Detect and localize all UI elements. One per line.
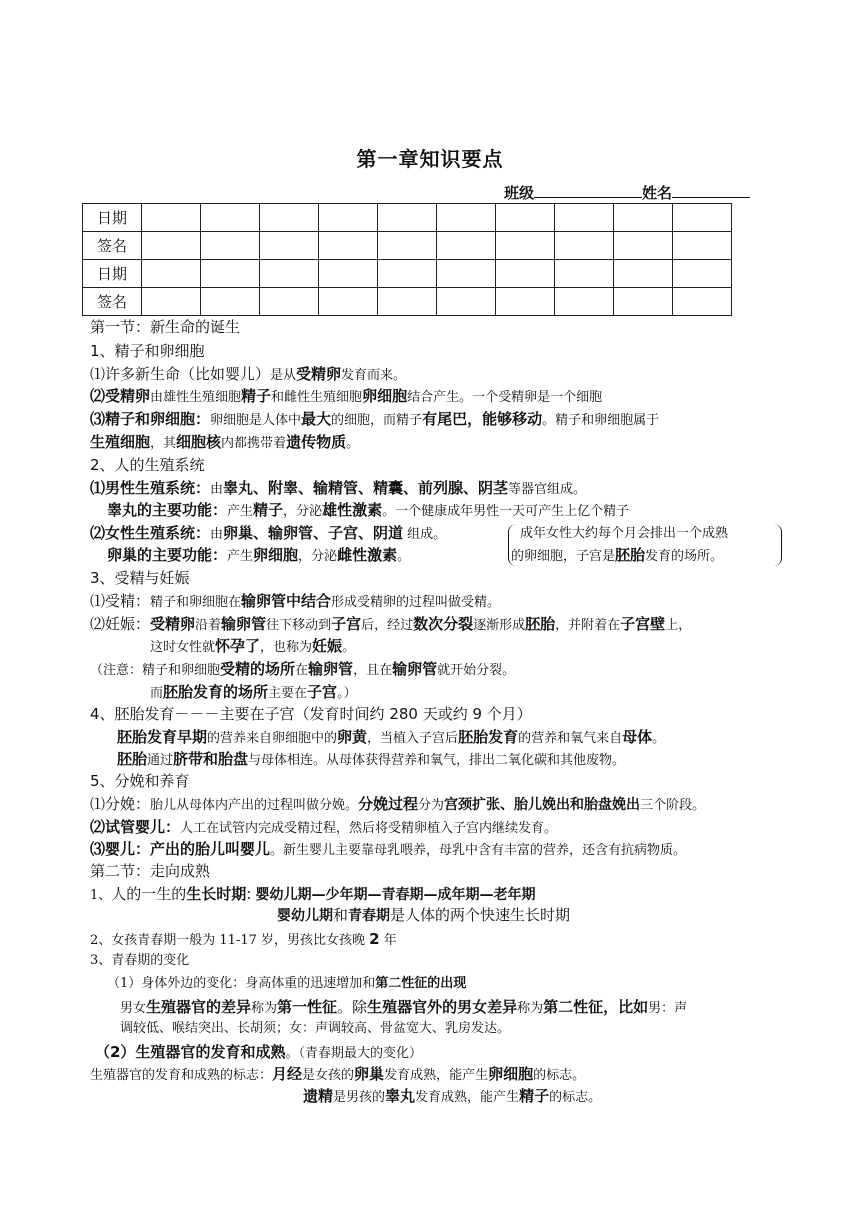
text-run: 子宫: [307, 683, 338, 701]
text-line: [277, 906, 570, 926]
table-cell[interactable]: [142, 232, 201, 260]
section-1-heading: 第一节：新生命的诞生: [90, 318, 241, 336]
side-note-line: [511, 546, 723, 566]
table-cell[interactable]: [555, 232, 614, 260]
text-run: ⑵试管婴儿：: [90, 818, 181, 836]
text-run: 发育成熟，能产生: [384, 1068, 489, 1083]
text-run: 的标志。: [533, 1068, 586, 1083]
text-line: [120, 1020, 510, 1038]
text-run: 有尾巴，能够移动: [422, 410, 543, 428]
table-cell[interactable]: [201, 288, 260, 316]
table-cell[interactable]: [673, 232, 732, 260]
table-cell[interactable]: [201, 260, 260, 288]
table-cell[interactable]: [555, 260, 614, 288]
table-cell[interactable]: [496, 204, 555, 232]
text-run: 组成。: [403, 527, 447, 542]
text-run: 生殖细胞: [90, 433, 151, 451]
row-label: 日期: [83, 204, 142, 232]
table-cell[interactable]: [260, 204, 319, 232]
text-run: 。精子和卵细胞属于: [542, 413, 660, 428]
text-run: 上，: [665, 618, 692, 633]
text-line: [150, 683, 357, 703]
text-run: 胎儿从母体内产出的过程叫做分娩。: [150, 798, 359, 813]
text-run: 。: [346, 436, 360, 451]
page-title: 第一章知识要点: [356, 147, 504, 171]
table-cell[interactable]: [437, 288, 496, 316]
table-cell[interactable]: [437, 204, 496, 232]
table-cell[interactable]: [555, 204, 614, 232]
text-run: 脐带和胎盘: [173, 750, 249, 768]
text-run: 2、女孩青春期一般为 11-17 岁，男孩比女孩晚: [90, 933, 370, 948]
text-line: [150, 637, 355, 657]
table-cell[interactable]: [142, 288, 201, 316]
text-run: :: [246, 885, 252, 903]
text-run: 睾丸的主要功能：: [107, 501, 228, 519]
section-heading: [90, 318, 240, 338]
text-line: [90, 479, 586, 499]
text-line: [90, 660, 515, 680]
table-cell[interactable]: [673, 260, 732, 288]
text-run: 母体: [622, 728, 653, 746]
text-run: 。（青春期最大的变化）: [285, 1046, 422, 1061]
text-run: 生长时期: [186, 885, 247, 903]
text-line: [303, 1087, 601, 1107]
text-run: 卵巢的主要功能：: [107, 546, 228, 564]
text-line: [120, 998, 687, 1018]
text-run: ，也称为: [260, 640, 313, 655]
text-run: 的营养和氧气来自: [518, 731, 623, 746]
text-run: 最大: [301, 410, 332, 428]
text-run: 卵细胞: [488, 1065, 534, 1083]
text-run: 受精卵: [150, 615, 196, 633]
text-run: 怀孕了: [215, 637, 261, 655]
table-cell[interactable]: [319, 260, 378, 288]
text-run: 睾丸、附睾、输精管、精囊、前列腺、阴茎: [223, 479, 509, 497]
subheading: [90, 705, 532, 725]
table-cell[interactable]: [319, 288, 378, 316]
text-run: 睾丸: [385, 1087, 416, 1105]
text-run: ，且在: [353, 663, 393, 678]
subheading: [90, 569, 190, 589]
text-run: 是从: [270, 368, 297, 383]
text-run: 受精卵: [296, 365, 342, 383]
text-run: 。）: [337, 686, 357, 701]
sign-table: [82, 203, 732, 316]
text-run: 宫颈扩张、胎儿娩出和胎盘娩出: [444, 797, 641, 813]
text-run: 输卵管中结合: [241, 592, 332, 610]
text-run: 输卵管: [392, 660, 438, 678]
text-run: 产生: [227, 504, 254, 519]
table-cell[interactable]: [201, 232, 260, 260]
subheading-text: 4、胚胎发育－－－主要在子宫（发育时间约 280 天或约 9 个月）: [90, 705, 532, 723]
subheading: [90, 342, 205, 362]
text-run: 由: [210, 527, 224, 542]
table-cell[interactable]: [614, 260, 673, 288]
text-run: 往下移动到: [266, 618, 332, 633]
text-run: 分娩过程: [358, 795, 419, 813]
row-label: 签名: [83, 288, 142, 316]
table-cell[interactable]: [555, 288, 614, 316]
text-run: ⑴男性生殖系统：: [90, 479, 211, 497]
text-run: 精子: [519, 1087, 550, 1105]
text-run: 和: [333, 906, 349, 924]
text-run: 人的一生的: [111, 885, 187, 903]
text-line: [107, 546, 410, 566]
text-run: ⑶婴儿：产出的胎儿叫婴儿: [90, 840, 271, 858]
text-run: 婴幼儿期: [277, 908, 333, 924]
text-run: 胚胎: [615, 546, 646, 564]
text-line: [90, 952, 189, 970]
text-line: [117, 728, 665, 748]
text-run: 是人体的两个快速生长时期: [390, 906, 571, 924]
text-line: [90, 410, 659, 430]
table-cell[interactable]: [142, 204, 201, 232]
text-run: 卵细胞: [253, 546, 299, 564]
table-cell[interactable]: [673, 288, 732, 316]
table-cell[interactable]: [201, 204, 260, 232]
text-run: 通过: [147, 753, 174, 768]
table-cell[interactable]: [614, 204, 673, 232]
text-line: [90, 930, 397, 950]
text-run: 。: [397, 549, 411, 564]
text-run: ，并附着在: [555, 618, 621, 633]
text-run: 人工在试管内完成受精过程，然后将受精卵植入子宫内继续发育。: [180, 821, 558, 836]
text-run: 的营养来自卵细胞中的: [207, 731, 338, 746]
text-run: 数次分裂: [413, 615, 474, 633]
text-run: 遗精: [303, 1087, 334, 1105]
text-run: ⑴分娩：: [90, 795, 151, 813]
text-run: 由: [210, 482, 224, 497]
text-run: 2: [369, 930, 380, 948]
text-run: 年: [379, 933, 397, 948]
text-run: 。: [342, 640, 356, 655]
text-run: ，其: [150, 436, 177, 451]
text-run: 形成受精卵的过程叫做受精。: [331, 595, 501, 610]
subheading: [90, 772, 190, 792]
text-line: [90, 840, 686, 860]
text-run: 青春期: [348, 908, 391, 924]
text-run: 精子和卵细胞在: [150, 595, 242, 610]
text-run: 卵黄: [337, 728, 368, 746]
text-run: 等器官组成。: [508, 482, 587, 497]
text-run: 胚胎发育: [458, 728, 519, 746]
text-run: 子宫壁: [620, 615, 666, 633]
text-run: 男女: [120, 1001, 147, 1016]
name-label: 姓名: [642, 184, 673, 202]
text-run: 是男孩的: [333, 1090, 386, 1105]
text-run: 子宫: [331, 615, 362, 633]
text-run: 和雌性生殖细胞: [271, 390, 363, 405]
table-cell[interactable]: [319, 204, 378, 232]
text-run: 男：声: [648, 1001, 688, 1016]
table-cell[interactable]: [260, 288, 319, 316]
class-blank[interactable]: [534, 183, 642, 198]
text-run: 而: [150, 686, 164, 701]
text-run: 受精的场所: [220, 660, 296, 678]
text-line: [90, 387, 602, 407]
text-run: （1）身体外边的变化：身高体重的迅速增加和: [107, 976, 376, 991]
text-run: 这时女性就: [150, 640, 216, 655]
text-line: [90, 1065, 585, 1085]
text-run: ⑵受精卵: [90, 387, 151, 405]
text-run: 卵巢: [354, 1065, 385, 1083]
text-run: 生殖器官外的男女差异: [367, 998, 518, 1016]
text-run: 逐渐形成: [473, 618, 526, 633]
text-line: [117, 750, 625, 770]
text-run: 调较低、喉结突出、长胡须；女：声调较高、骨盆宽大、乳房发达。: [120, 1021, 511, 1036]
text-run: 第二性征，比如: [543, 998, 649, 1016]
text-run: 由雄性生殖细胞: [150, 390, 242, 405]
text-run: 第一性征: [277, 998, 338, 1016]
text-run: ⑵女性生殖系统：: [90, 524, 211, 542]
text-run: 胚胎: [525, 615, 556, 633]
text-run: 称为: [251, 1001, 278, 1016]
text-run: 发育的场所。: [645, 549, 724, 564]
table-cell[interactable]: [437, 232, 496, 260]
text-line: [95, 1043, 422, 1063]
subheading-text: 5、分娩和养育: [90, 772, 190, 790]
text-line: [90, 433, 359, 453]
text-run: 雄性激素: [322, 501, 383, 519]
text-line: [107, 975, 466, 993]
table-cell[interactable]: [378, 204, 437, 232]
text-run: 精子: [241, 387, 272, 405]
text-run: 产生: [227, 549, 254, 564]
text-run: 。新生婴儿主要靠母乳喂养，母乳中含有丰富的营养，还含有抗病物质。: [270, 843, 687, 858]
name-blank[interactable]: [672, 183, 750, 198]
text-line: [90, 365, 406, 385]
text-run: 发育成熟，能产生: [415, 1090, 520, 1105]
text-run: ⑵妊娠：: [90, 615, 151, 633]
table-row: [83, 204, 732, 232]
table-cell[interactable]: [260, 232, 319, 260]
text-line: [90, 615, 691, 635]
table-row: [83, 260, 732, 288]
text-run: （注意：精子和卵细胞: [90, 663, 221, 678]
text-run: 后，经过: [361, 618, 414, 633]
text-run: 婴幼儿期—少年期—青春期—成年期—老年期: [255, 887, 536, 903]
text-run: 第二性征的出现: [375, 976, 467, 991]
text-run: （2）生殖器官的发育和成熟: [95, 1043, 286, 1061]
table-cell[interactable]: [496, 288, 555, 316]
text-line: [90, 795, 705, 815]
table-cell[interactable]: [260, 260, 319, 288]
row-label: 签名: [83, 232, 142, 260]
text-run: 内都携带着: [221, 436, 287, 451]
text-line: [90, 818, 557, 838]
side-note-line: [520, 525, 728, 543]
text-run: 胚胎发育的场所: [163, 683, 269, 701]
table-cell[interactable]: [496, 232, 555, 260]
table-cell[interactable]: [319, 232, 378, 260]
text-run: 胚胎: [117, 750, 148, 768]
text-run: 1、: [90, 888, 112, 903]
text-run: 。: [652, 731, 666, 746]
text-run: 细胞核: [176, 433, 222, 451]
text-run: 妊娠: [312, 637, 343, 655]
table-cell[interactable]: [378, 232, 437, 260]
table-cell[interactable]: [496, 260, 555, 288]
class-name-line: [504, 182, 750, 203]
class-label: 班级: [504, 184, 535, 202]
text-run: 主要在: [268, 686, 308, 701]
text-run: 输卵管: [308, 660, 354, 678]
text-run: ⑴许多新生命（比如婴儿）: [90, 365, 271, 383]
text-run: 三个阶段。: [640, 798, 706, 813]
text-run: 遗传物质: [286, 433, 347, 451]
subheading-text: 3、受精与妊娠: [90, 569, 190, 587]
table-cell[interactable]: [378, 288, 437, 316]
text-run: ⑶精子和卵细胞：: [90, 410, 211, 428]
text-run: ，当植入子宫后: [367, 731, 459, 746]
text-run: 卵细胞是人体中: [210, 413, 302, 428]
text-line: [107, 501, 629, 521]
table-cell[interactable]: [673, 204, 732, 232]
table-cell[interactable]: [378, 260, 437, 288]
text-run: 的细胞，而精子: [331, 413, 423, 428]
text-run: ，分泌: [298, 549, 338, 564]
table-row: [83, 288, 732, 316]
text-run: 发育而来。: [341, 368, 407, 383]
text-line: [90, 592, 500, 612]
text-run: ，分泌: [283, 504, 323, 519]
table-cell[interactable]: [614, 288, 673, 316]
text-run: 称为: [517, 1001, 544, 1016]
text-run: 3、青春期的变化: [90, 953, 190, 968]
text-run: 。除: [337, 998, 368, 1016]
text-run: 月经: [272, 1065, 303, 1083]
text-run: 沿着: [195, 618, 222, 633]
subheading-text: 2、人的生殖系统: [90, 456, 205, 474]
text-run: 是女孩的: [302, 1068, 355, 1083]
subheading: [90, 456, 205, 476]
row-label: 日期: [83, 260, 142, 288]
text-run: 成年女性大约每个月会排出一个成熟: [520, 526, 729, 541]
table-cell[interactable]: [142, 260, 201, 288]
text-run: 在: [295, 663, 309, 678]
table-cell[interactable]: [437, 260, 496, 288]
text-run: 卵巢、输卵管、子宫、阴道: [223, 524, 404, 542]
text-run: 分为: [418, 798, 445, 813]
text-run: 与母体相连。从母体获得营养和氧气，排出二氧化碳和其他废物。: [248, 753, 626, 768]
text-run: 卵细胞: [362, 387, 408, 405]
text-line: [90, 524, 446, 544]
section-heading: [90, 862, 210, 882]
text-run: 的标志。: [549, 1090, 602, 1105]
text-run: 结合产生。一个受精卵是一个细胞: [407, 390, 603, 405]
text-run: 就开始分裂。: [437, 663, 516, 678]
text-run: 胚胎发育早期: [117, 728, 208, 746]
text-run: 输卵管: [221, 615, 267, 633]
text-run: 精子: [253, 501, 284, 519]
text-run: 雌性激素: [337, 546, 398, 564]
text-run: 生殖器官的差异: [146, 998, 252, 1016]
text-line: [90, 885, 536, 905]
text-run: 的卵细胞，子宫是: [511, 549, 616, 564]
subheading-text: 1、精子和卵细胞: [90, 342, 205, 360]
table-cell[interactable]: [614, 232, 673, 260]
text-run: 生殖器官的发育和成熟的标志：: [90, 1068, 273, 1083]
table-row: [83, 232, 732, 260]
section-2-heading: 第二节：走向成熟: [90, 862, 211, 880]
text-run: ⑴受精：: [90, 592, 151, 610]
text-run: 。一个健康成年男性一天可产生上亿个精子: [382, 504, 630, 519]
